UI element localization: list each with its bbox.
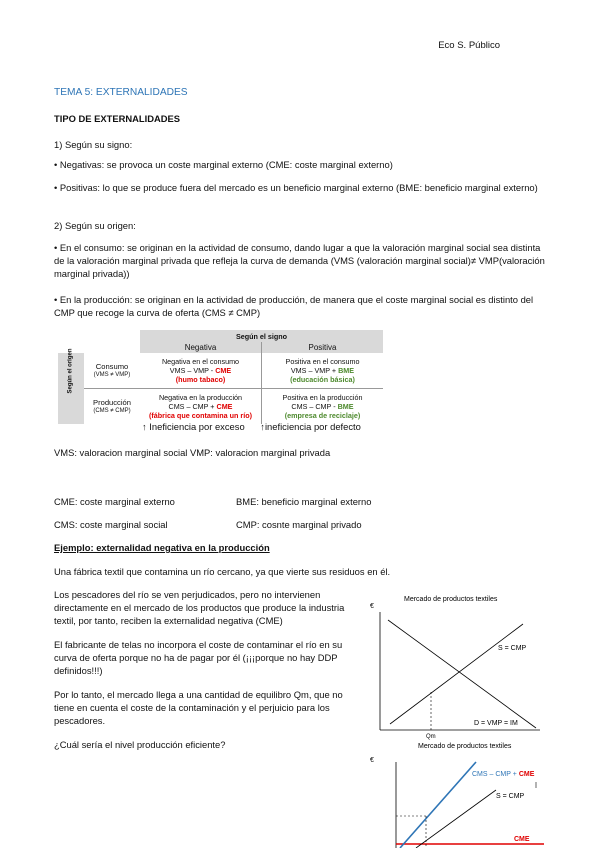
sec2-produccion: • En la producción: se originan en la actividad de producción, de manera que el coste marginal social es distinto del CMP que recoge la curva de oferta (CMS ≠ CMP) <box>54 294 534 318</box>
graph2-supply-label: S = CMP <box>496 793 525 800</box>
graph1-demand-line <box>388 620 536 728</box>
graph2-cms-line <box>400 762 476 848</box>
graph2-cms-label-b: CME <box>518 771 535 778</box>
sec1-heading: 1) Según su signo: <box>54 139 133 150</box>
row1-sub: (VMS ≠ VMP) <box>93 371 131 378</box>
side-header-cell <box>58 348 84 424</box>
sec1-negativas: • Negativas: se provoca un coste marginal externo (CME: coste marginal externo) <box>54 159 393 170</box>
ineficiencia-line: ↑ Ineficiencia por exceso ↑ineficiencia por defecto <box>142 421 361 432</box>
graph1-yaxis: € <box>370 603 374 610</box>
row1-label: Consumo <box>95 361 129 371</box>
c12-d: (educación básica) <box>290 375 355 384</box>
example-p2: Los pescadores del río se ven perjudicados, pero no intervienen directamente en el mercado de los productos que produce la industria textil, por tanto, reciben la externalidad negativa (CME) <box>54 589 345 626</box>
row2-label: Producción <box>93 397 131 407</box>
c22-a: Positiva en la producción <box>282 393 363 402</box>
example-p1: Una fábrica textil que contamina un río cercano, ya que vierte sus residuos en él. <box>54 566 391 577</box>
graph1-supply-line <box>390 624 523 724</box>
sec1-positivas: • Positivas: lo que se produce fuera del mercado es un beneficio marginal externo (BME: beneficio marginal externo) <box>54 182 538 193</box>
def-vms: VMS: valoracion marginal social VMP: valoracion marginal privada <box>54 447 331 458</box>
c22-d: (empresa de reciclaje) <box>284 411 361 420</box>
col-negativa: Negativa <box>140 342 262 353</box>
c21-c: CME <box>216 402 233 411</box>
externalities-table <box>58 330 383 424</box>
example-p5: ¿Cuál sería el nivel producción eficiente? <box>54 739 226 750</box>
graph2-cms-label-a: CMS – CMP + <box>472 771 517 778</box>
graph1-q-label: Qm <box>426 734 436 740</box>
graph-market-2 <box>368 740 548 848</box>
side-header: Según el origen <box>67 348 74 394</box>
page-header: Eco S. Público <box>438 40 500 51</box>
c22-b: CMS – CMP - <box>291 402 336 411</box>
section-subtitle: TIPO DE EXTERNALIDADES <box>54 113 181 124</box>
example-heading: Ejemplo: externalidad negativa en la producción <box>54 542 270 553</box>
c21-d: (fábrica que contamina un río) <box>148 411 253 420</box>
example-p3: El fabricante de telas no incorpora el coste de contaminar el río en su curva de oferta porque no ha de pagar por él (¡¡¡porque no hay DDP definidos!!!) <box>54 639 343 676</box>
c22-c: BME <box>337 402 354 411</box>
graph1-demand-label: D = VMP = IM <box>474 720 518 727</box>
c21-b: CMS – CMP + <box>168 402 215 411</box>
def-cms: CMS: coste marginal social <box>54 519 168 530</box>
c21-a: Negativa en la producción <box>158 393 243 402</box>
c12-a: Positiva en el consumo <box>285 357 360 366</box>
graph-market-1 <box>368 590 548 740</box>
example-p4: Por lo tanto, el mercado llega a una cantidad de equilibro Qm, que no tiene en cuenta el coste de la contaminación y el perjuicio para los pescadores. <box>54 689 343 726</box>
graph1-supply-label: S = CMP <box>498 645 527 652</box>
c11-b: VMS – VMP - <box>169 366 214 375</box>
c12-c: BME <box>338 366 355 375</box>
graph1-title: Mercado de productos textiles <box>404 596 498 603</box>
graph2-title: Mercado de productos textiles <box>418 743 512 750</box>
graph2-yaxis: € <box>370 757 374 764</box>
graph2-supply-line <box>416 790 496 848</box>
page-title: TEMA 5: EXTERNALIDADES <box>54 87 188 98</box>
table-top-header: Según el signo <box>140 330 383 342</box>
def-cme: CME: coste marginal externo <box>54 496 175 507</box>
sec2-consumo: • En el consumo: se originan en la actividad de consumo, dando lugar a que la valoración marginal social sea distinta de la valoración marginal privada que refleja la curva de demanda (VMS (valoración marginal social)≠ VMP(valoración marginal privada)) <box>54 242 545 279</box>
col-positiva: Positiva <box>262 342 384 353</box>
graph2-cms-label <box>472 771 535 778</box>
graph2-cme-label: CME <box>514 836 530 843</box>
c11-a: Negativa en el consumo <box>161 357 240 366</box>
c11-d: (humo tabaco) <box>175 375 226 384</box>
c12-b: VMS – VMP + <box>290 366 337 375</box>
def-bme: BME: beneficio marginal externo <box>236 496 372 507</box>
row2-sub: (CMS ≠ CMP) <box>93 407 131 414</box>
c11-c: CME <box>215 366 232 375</box>
sec2-heading: 2) Según su origen: <box>54 220 136 231</box>
def-cmp: CMP: cosnte marginal privado <box>236 519 362 530</box>
